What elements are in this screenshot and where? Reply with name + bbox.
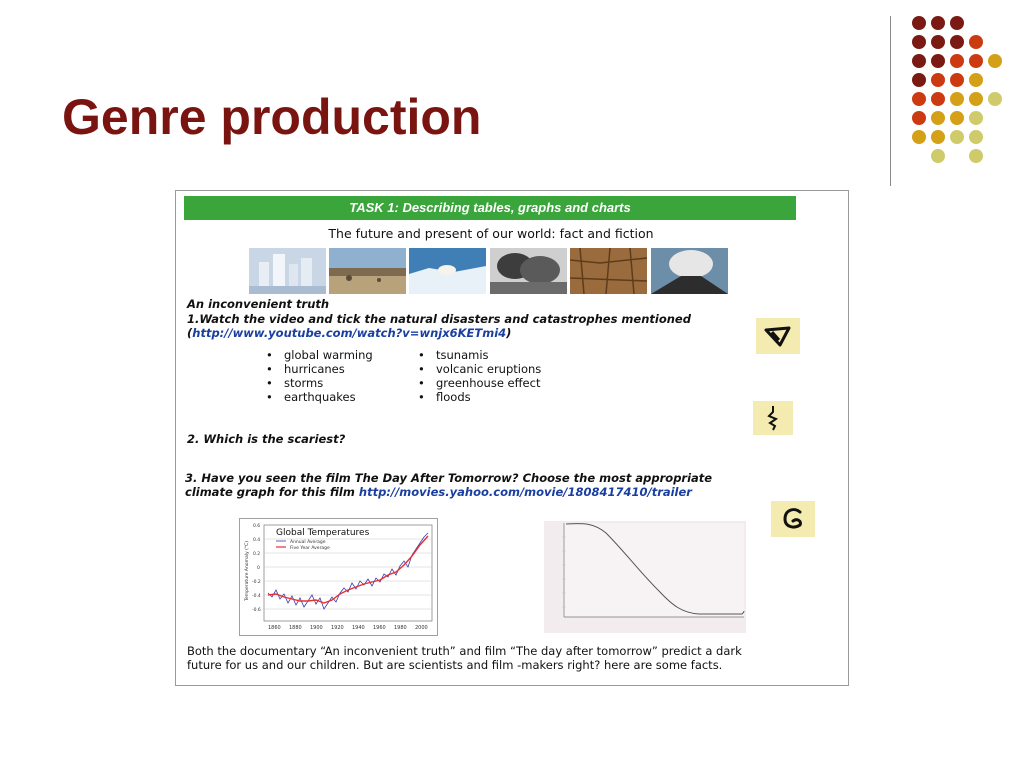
volcano-eruption-photo xyxy=(651,248,728,294)
dot xyxy=(950,92,964,106)
x-tick: 1980 xyxy=(394,625,407,631)
y-tick: 0.4 xyxy=(253,538,261,543)
dot xyxy=(912,92,926,106)
dot xyxy=(931,111,945,125)
chart-title: Global Temperatures xyxy=(276,528,370,538)
list-item: • storms xyxy=(262,376,373,390)
x-tick: 1960 xyxy=(373,625,386,631)
y-tick: 0.6 xyxy=(253,524,261,529)
section-title: An inconvenient truth xyxy=(187,297,330,311)
dot xyxy=(950,54,964,68)
question-3-line2 xyxy=(185,485,692,499)
dot xyxy=(950,73,964,87)
question-1: 1.Watch the video and tick the natural disasters and catastrophes mentioned xyxy=(187,312,691,326)
question-3-text: climate graph for this film xyxy=(185,485,355,499)
question-1-link-line xyxy=(187,326,511,340)
frozen-city-photo xyxy=(249,248,326,294)
y-axis-label: Temperature Anomaly (°C) xyxy=(245,540,250,601)
wavy-line-icon xyxy=(753,401,793,435)
task-worksheet-image xyxy=(175,190,849,686)
dot xyxy=(969,35,983,49)
global-temperatures-chart xyxy=(239,518,438,636)
dot xyxy=(969,73,983,87)
dot xyxy=(969,130,983,144)
dot xyxy=(969,149,983,163)
dot xyxy=(988,54,1002,68)
x-tick: 1940 xyxy=(352,625,365,631)
youtube-link[interactable]: http://www.youtube.com/watch?v=wnjx6KETmi4 xyxy=(192,326,507,340)
list-item: • floods xyxy=(414,390,541,404)
list-item: • earthquakes xyxy=(262,390,373,404)
disaster-list-left xyxy=(262,348,373,404)
question-3-line1: 3. Have you seen the film The Day After Tomorrow? Choose the most appropriate xyxy=(185,471,713,485)
x-tick: 1900 xyxy=(310,625,323,631)
x-tick: 2000 xyxy=(415,625,428,631)
curl-icon xyxy=(771,501,815,537)
y-tick: 0 xyxy=(257,566,260,571)
dot xyxy=(931,73,945,87)
slide-title: Genre production xyxy=(62,89,482,145)
footer-line-1: Both the documentary “An inconvenient truth” and film “The day after tomorrow” predict a dark xyxy=(187,644,742,658)
x-tick: 1880 xyxy=(289,625,302,631)
dot xyxy=(912,16,926,30)
dot xyxy=(912,130,926,144)
climate-curve-graph xyxy=(544,521,746,633)
list-item: • global warming xyxy=(262,348,373,362)
list-item: • volcanic eruptions xyxy=(414,362,541,376)
dot xyxy=(912,35,926,49)
dot xyxy=(912,73,926,87)
storm-clouds-photo xyxy=(490,248,567,294)
legend-annual: Annual Average xyxy=(290,540,326,545)
dot xyxy=(931,149,945,163)
y-tick: 0.2 xyxy=(253,552,261,557)
dot xyxy=(969,92,983,106)
divider-line xyxy=(890,16,891,186)
disaster-list-right xyxy=(414,348,541,404)
x-tick: 1860 xyxy=(268,625,281,631)
yahoo-trailer-link[interactable]: http://movies.yahoo.com/movie/1808417410/trailer xyxy=(358,485,692,499)
drought-earth-photo xyxy=(570,248,647,294)
paren-close: ) xyxy=(506,326,512,340)
polar-bear-photo xyxy=(409,248,486,294)
dot xyxy=(931,130,945,144)
y-tick: -0.6 xyxy=(252,608,261,613)
dot xyxy=(931,54,945,68)
dot xyxy=(931,16,945,30)
y-tick: -0.4 xyxy=(252,594,261,599)
list-item: • greenhouse effect xyxy=(414,376,541,390)
dot xyxy=(931,35,945,49)
y-tick: -0.2 xyxy=(252,580,261,585)
dot xyxy=(931,92,945,106)
footer-line-2: future for us and our children. But are scientists and film -makers right? here are some facts. xyxy=(187,658,723,672)
hurricane-coast-photo xyxy=(329,248,406,294)
dot xyxy=(912,111,926,125)
question-2: 2. Which is the scariest? xyxy=(187,432,346,446)
dot xyxy=(950,35,964,49)
dot xyxy=(969,54,983,68)
list-item: • tsunamis xyxy=(414,348,541,362)
dot xyxy=(988,92,1002,106)
dot xyxy=(950,16,964,30)
dot xyxy=(969,111,983,125)
list-item: • hurricanes xyxy=(262,362,373,376)
worksheet-subtitle: The future and present of our world: fact and fiction xyxy=(328,226,654,241)
task-header-bar: TASK 1: Describing tables, graphs and charts xyxy=(184,196,796,220)
dot xyxy=(912,54,926,68)
dot xyxy=(950,111,964,125)
x-tick: 1920 xyxy=(331,625,344,631)
dot xyxy=(950,130,964,144)
hand-tick-icon xyxy=(756,318,800,354)
paren-open: ( xyxy=(187,326,193,340)
legend-five-year: Five Year Average xyxy=(290,546,330,551)
